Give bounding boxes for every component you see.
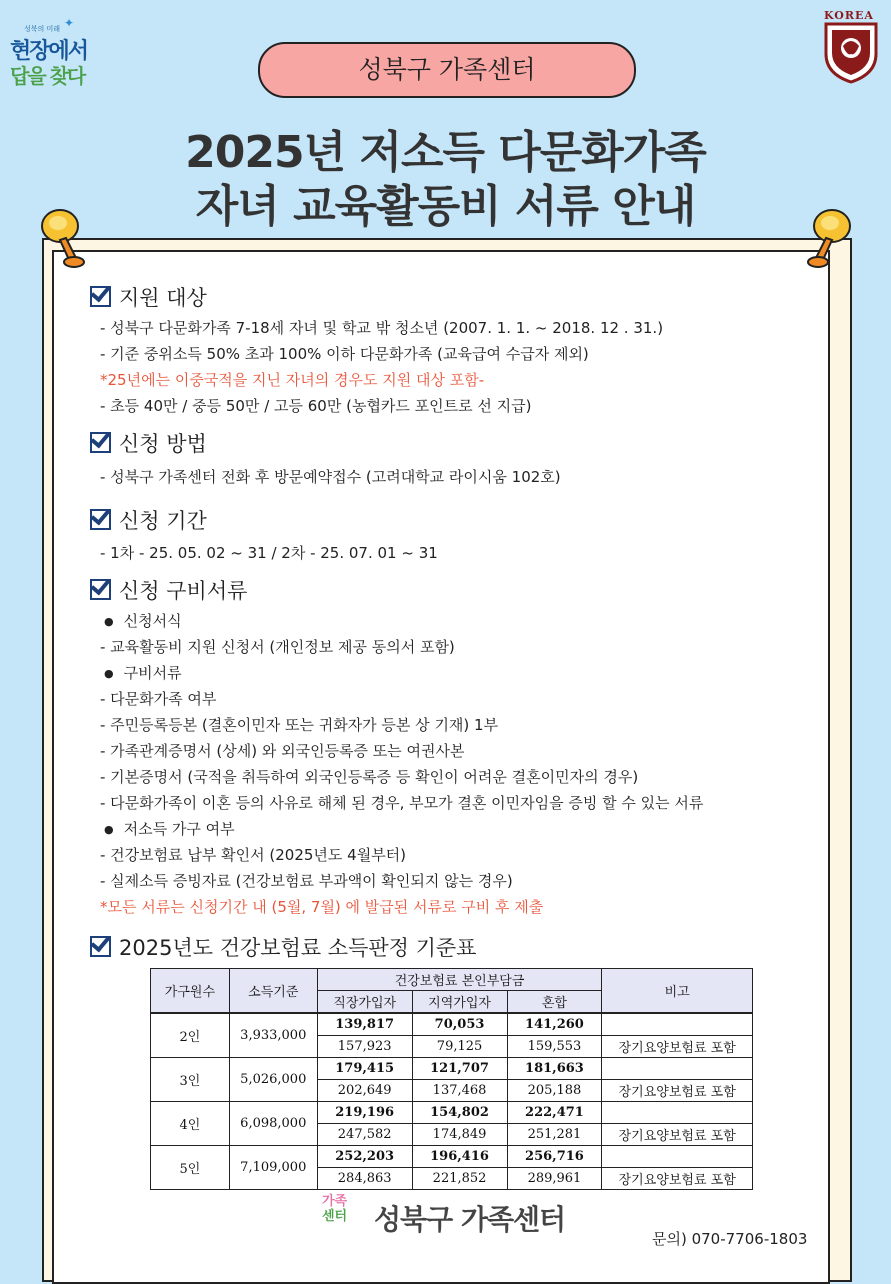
slogan-line1: 현장에서 xyxy=(10,39,88,64)
note-cell-empty xyxy=(602,1146,753,1168)
employee-cell: 157,923 xyxy=(317,1036,412,1058)
documents-bullet-3: ● 저소득 가구 여부 xyxy=(104,818,235,839)
income-cell: 5,026,000 xyxy=(229,1058,317,1102)
documents-line-2: - 다문화가족 여부 xyxy=(100,690,217,708)
mixed-cell: 141,260 xyxy=(507,1013,602,1036)
mixed-cell: 289,961 xyxy=(507,1168,602,1190)
note-cell: 장기요양보험료 포함 xyxy=(602,1168,753,1190)
regional-cell: 137,468 xyxy=(412,1080,507,1102)
slogan-small: 성북의 미래 xyxy=(24,25,61,33)
employee-cell: 202,649 xyxy=(317,1080,412,1102)
table-row xyxy=(151,1102,753,1124)
employee-cell: 247,582 xyxy=(317,1124,412,1146)
regional-cell: 121,707 xyxy=(412,1058,507,1080)
checkbox-icon xyxy=(90,579,111,600)
page-title-line2: 자녀 교육활동비 서류 안내 xyxy=(195,181,696,232)
seongbuk-slogan-logo xyxy=(6,10,88,88)
center-name-pill: 성북구 가족센터 xyxy=(258,42,636,98)
employee-cell: 219,196 xyxy=(317,1102,412,1124)
family-center-mark: 가족 센터 xyxy=(322,1194,348,1224)
target-line-2: - 기준 중위소득 50% 초과 100% 이하 다문화가족 (교육급여 수급자 제외) xyxy=(100,345,589,363)
documents-line-3: - 주민등록등본 (결혼이민자 또는 귀화자가 등본 상 기재) 1부 xyxy=(100,716,499,734)
regional-cell: 70,053 xyxy=(412,1013,507,1036)
household-cell: 5인 xyxy=(151,1146,230,1190)
section-heading-period: 신청 기간 xyxy=(90,505,207,535)
income-criteria-table xyxy=(150,968,753,1190)
regional-cell: 221,852 xyxy=(412,1168,507,1190)
regional-cell: 154,802 xyxy=(412,1102,507,1124)
checkbox-icon xyxy=(90,432,111,453)
income-cell: 7,109,000 xyxy=(229,1146,317,1190)
documents-line-8: - 실제소득 증빙자료 (건강보험료 부과액이 확인되지 않는 경우) xyxy=(100,872,513,890)
section-heading-table: 2025년도 건강보험료 소득판정 기준표 xyxy=(90,932,476,962)
household-cell: 2인 xyxy=(151,1013,230,1058)
checkbox-icon xyxy=(90,936,111,957)
documents-line-7: - 건강보험료 납부 확인서 (2025년도 4월부터) xyxy=(100,846,407,864)
period-line-1: - 1차 - 25. 05. 02 ~ 31 / 2차 - 25. 07. 01 ~ 31 xyxy=(100,544,438,562)
mixed-cell: 256,716 xyxy=(507,1146,602,1168)
method-line-1: - 성북구 가족센터 전화 후 방문예약접수 (고려대학교 라이시움 102호) xyxy=(100,468,561,486)
income-cell: 6,098,000 xyxy=(229,1102,317,1146)
note-cell: 장기요양보험료 포함 xyxy=(602,1080,753,1102)
household-cell: 4인 xyxy=(151,1102,230,1146)
income-cell: 3,933,000 xyxy=(229,1013,317,1058)
regional-cell: 174,849 xyxy=(412,1124,507,1146)
mixed-cell: 159,553 xyxy=(507,1036,602,1058)
slogan-line2: 답을 찾다 xyxy=(10,64,85,88)
employee-cell: 284,863 xyxy=(317,1168,412,1190)
mixed-cell: 222,471 xyxy=(507,1102,602,1124)
pushpin-icon xyxy=(800,204,856,268)
documents-note: *모든 서류는 신청기간 내 (5월, 7월) 에 발급된 서류로 구비 후 제출 xyxy=(100,898,544,916)
contact-phone: 문의) 070-7706-1803 xyxy=(652,1230,808,1248)
note-cell-empty xyxy=(602,1013,753,1036)
family-center-name: 성북구 가족센터 xyxy=(374,1203,566,1236)
mixed-cell: 181,663 xyxy=(507,1058,602,1080)
employee-cell: 252,203 xyxy=(317,1146,412,1168)
target-note: *25년에는 이중국적을 지닌 자녀의 경우도 지원 대상 포함- xyxy=(100,371,485,389)
korea-university-logo xyxy=(820,6,882,86)
star-icon: ✦ xyxy=(64,16,75,30)
header-income: 소득기준 xyxy=(229,969,317,1014)
checkbox-icon xyxy=(90,286,111,307)
note-cell: 장기요양보험료 포함 xyxy=(602,1036,753,1058)
header-employee: 직장가입자 xyxy=(317,991,412,1014)
section-heading-method: 신청 방법 xyxy=(90,428,207,458)
target-line-4: - 초등 40만 / 중등 50만 / 고등 60만 (농협카드 포인트로 선 지급) xyxy=(100,397,532,415)
korea-university-wordmark: KOREA xyxy=(824,9,874,22)
mixed-cell: 205,188 xyxy=(507,1080,602,1102)
regional-cell: 196,416 xyxy=(412,1146,507,1168)
section-heading-target: 지원 대상 xyxy=(90,282,207,312)
header-note: 비고 xyxy=(602,969,753,1014)
page-title-line1: 2025년 저소득 다문화가족 xyxy=(185,127,706,178)
documents-line-5: - 기본증명서 (국적을 취득하여 외국인등록증 등 확인이 어려운 결혼이민자의 경우) xyxy=(100,768,639,786)
note-cell-empty xyxy=(602,1102,753,1124)
note-cell: 장기요양보험료 포함 xyxy=(602,1124,753,1146)
header-premium-group: 건강보험료 본인부담금 xyxy=(317,969,602,991)
header-mixed: 혼합 xyxy=(507,991,602,1014)
header-regional: 지역가입자 xyxy=(412,991,507,1014)
documents-line-1: - 교육활동비 지원 신청서 (개인정보 제공 동의서 포함) xyxy=(100,638,455,656)
documents-line-6: - 다문화가족이 이혼 등의 사유로 해체 된 경우, 부모가 결혼 이민자임을 증빙 할 수 있는 서류 xyxy=(100,794,704,812)
pushpin-icon xyxy=(36,204,92,268)
documents-bullet-2: ● 구비서류 xyxy=(104,662,182,683)
checkbox-icon xyxy=(90,509,111,530)
target-line-1: - 성북구 다문화가족 7-18세 자녀 및 학교 밖 청소년 (2007. 1. 1. ~ 2018. 12 . 31.) xyxy=(100,319,664,337)
table-row xyxy=(151,1146,753,1168)
documents-line-4: - 가족관계증명서 (상세) 와 외국인등록증 또는 여권사본 xyxy=(100,742,465,760)
header-household: 가구원수 xyxy=(151,969,230,1014)
documents-bullet-1: ● 신청서식 xyxy=(104,610,182,631)
mixed-cell: 251,281 xyxy=(507,1124,602,1146)
household-cell: 3인 xyxy=(151,1058,230,1102)
employee-cell: 139,817 xyxy=(317,1013,412,1036)
regional-cell: 79,125 xyxy=(412,1036,507,1058)
section-heading-documents: 신청 구비서류 xyxy=(90,575,247,605)
table-row xyxy=(151,1058,753,1080)
employee-cell: 179,415 xyxy=(317,1058,412,1080)
family-center-logo xyxy=(322,1194,582,1238)
note-cell-empty xyxy=(602,1058,753,1080)
table-row xyxy=(151,1013,753,1036)
